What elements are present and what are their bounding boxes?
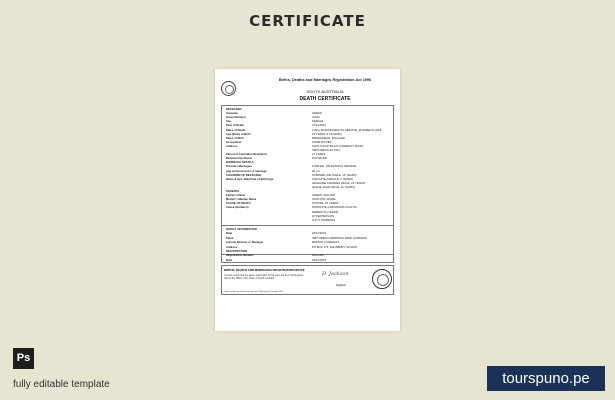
row-label: Name & Sex, Date/Year of Birth/Age [226,176,274,181]
row-value: BIRKENHEAD, ENGLAND [312,135,346,140]
state-heading: SOUTH AUSTRALIA [306,89,344,94]
row-label: Registration Number [226,253,254,258]
row-label: Place of Death [226,127,246,132]
row-value: STROKE, 75 YEARS [312,201,339,206]
row-value: 27/11/2023 [312,123,326,128]
row-label: Cause (Duration) [226,205,249,210]
row-label: PARENTS [226,189,240,193]
row-value: FEMALE [312,119,324,124]
row-value: ANN KATE (FEMALE, 2 YEARS) [312,176,353,181]
row-label: Mother's Maiden Name [226,197,257,202]
row-value: DEMENTIA (YEARS) [312,209,339,214]
row-label: Previous Marriages [226,164,252,169]
burial-box [221,225,394,263]
row-label: Address [226,143,238,148]
row-value: 18/12/2023 [312,257,326,262]
brand-logo[interactable]: tourspuno.pe [487,366,605,391]
row-label: Address [226,244,238,249]
registrar-label: Registrar [336,284,346,287]
row-value: GRAHAME CHARLES (MALE, 23 YEARS) [312,180,366,185]
row-label: DECEASED [226,107,242,111]
row-value: SOUTH AUSTRALIA CURRENCY ROAD [312,143,364,148]
registration-office-box [221,265,394,295]
row-value: JOHN [312,115,320,120]
issued-text: Given under my hand and seal this 18th Day of October 2023 [224,291,284,293]
row-label: REGISTRATION [226,249,247,253]
row-label: Date [226,231,233,236]
row-value: PROSTATE CARCINOMA (6 DAYS) [312,205,357,210]
row-label: Surname [226,111,238,116]
row-value: GREEN, WILLIAM [312,193,336,198]
row-label: Sex [226,119,231,124]
row-value: HOME DUTIES [312,139,332,144]
office-text: I hereby certify that the above particulars of this entry are from the Register held in the Office in the State of South Australia [224,274,304,280]
certificate-title: DEATH CERTIFICATE [299,96,351,102]
row-label: Date [226,257,233,262]
row-value: 2023/396 [312,253,324,258]
row-value: BAPTIST FUNERALS [312,240,340,245]
row-label: Occupation [226,139,242,144]
row-value: 23 YEARS (17/11/2000) [312,131,342,136]
row-value: STEPHEN JOE (MALE, 19 YEARS) [312,172,357,177]
row-value: STANTON, MARIE [312,197,336,202]
row-label: Funeral Director or Manager [226,240,264,245]
row-label: CAUSE OF DEATH [226,201,251,206]
row-label: Period of Australian Residence [226,152,268,157]
row-value: HYPERTENSION [312,213,335,218]
row-label: Place [226,235,234,240]
row-value: SMITHFIELD MEMORIAL PARK GARDENS [312,235,368,240]
seal-icon [221,81,236,96]
row-label: CHILDREN OF DECEASED [226,172,262,177]
page-title: CERTIFICATE [249,12,366,30]
row-value: 18/12/2023 [312,231,326,236]
row-label: Father's Name [226,193,246,198]
row-label: Age at Occurrence of marriage [226,168,267,173]
row-value: FOWLER, JIM FRANCIS GEORGE [312,164,357,169]
signature: D. Jackson [322,271,349,277]
row-label: Date of Death [226,123,245,128]
certificate-document [215,69,400,331]
template-caption: fully editable template [13,379,110,390]
row-value: SMITHFIELD SA 5114 [312,148,340,152]
stamp-icon [372,269,392,289]
row-value: GOUT, DIABETES [312,217,336,222]
row-label: BURIAL INFORMATION [226,227,257,231]
row-value: 27 YEARS [312,152,326,157]
row-label: Given Name(s) [226,115,246,120]
row-value: PO BOX 175, SALISBURY SA 5108 [312,244,357,249]
row-value: DIVORCED [312,156,327,161]
row-value: GREEN [312,111,322,116]
row-label: MARRIAGE DETAILS [226,160,254,165]
row-label: Relationship Status [226,156,253,161]
row-value: 22 yrs [312,168,320,173]
office-heading: BIRTHS, DEATHS AND MARRIAGES REGISTRATION OFFICE [224,268,305,272]
row-value: LYELL MCEWIN HEALTH SERVICE, ELIZABETH VALE [312,127,382,132]
act-heading: Births, Deaths and Marriages Registration Act 1996 [278,78,372,82]
photoshop-icon: Ps [13,348,34,369]
row-label: Age (Date) of Birth [226,131,251,136]
row-value: LESLIE JOHN (MALE, 31 YEARS) [312,184,356,189]
row-label: Place of Birth [226,135,245,140]
